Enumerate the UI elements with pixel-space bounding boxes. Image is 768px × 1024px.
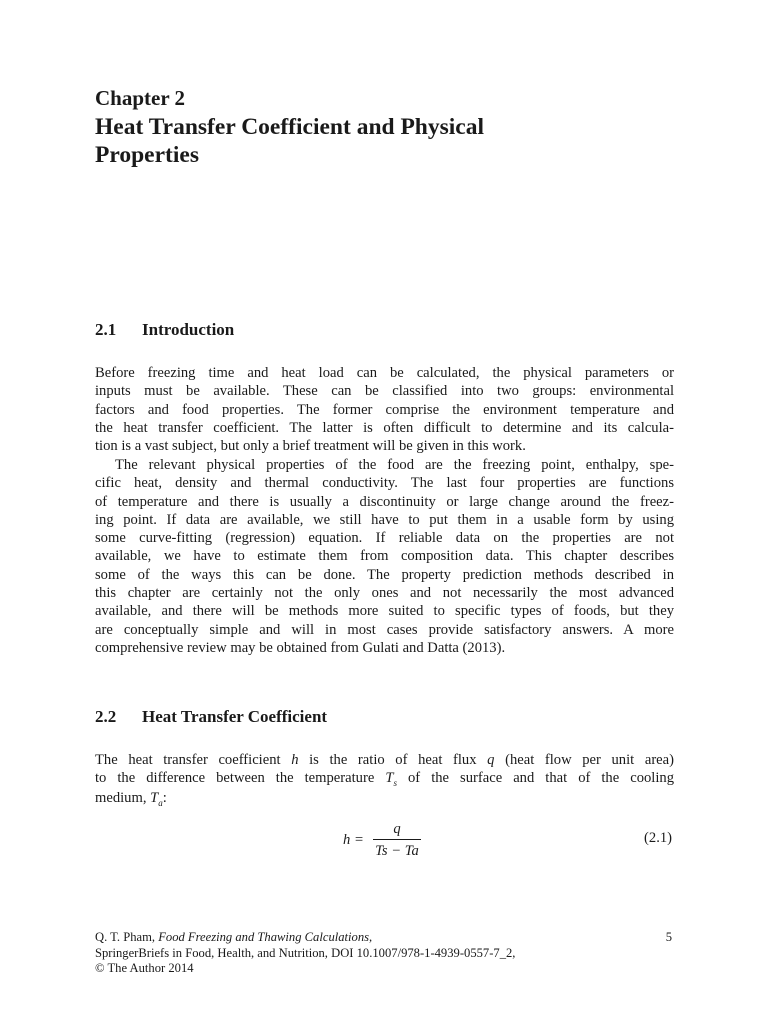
- symbol-T: T: [150, 789, 159, 806]
- text-line: the heat transfer coefficient. The latter is often difficult to determine and its calcula-: [95, 419, 674, 436]
- text-line: some of the ways this can be done. The property prediction methods described in: [95, 566, 674, 583]
- paragraph-intro-2: [95, 456, 674, 657]
- text-line: inputs must be available. These can be classified into two groups: environmental: [95, 383, 674, 400]
- text-line: of temperature and there is usually a discontinuity or large change around the freez-: [95, 493, 674, 510]
- text-run: (heat flow per unit area): [494, 752, 674, 768]
- fraction-bar: [373, 839, 421, 840]
- text-line: [95, 789, 674, 808]
- page-footer: [95, 930, 674, 977]
- footer-copyright: © The Author 2014: [95, 961, 194, 975]
- text-line: The relevant physical properties of the food are the freezing point, enthalpy, spe-: [115, 457, 674, 473]
- symbol-q: q: [487, 752, 495, 768]
- section-number: 2.1: [95, 320, 117, 339]
- text-line: [95, 769, 674, 788]
- text-run: is the ratio of heat flux: [298, 752, 488, 768]
- footer-book-title: Food Freezing and Thawing Calculations,: [158, 930, 373, 944]
- text-line: this chapter are certainly not the only ones and not necessarily the most advanced: [95, 585, 674, 602]
- footer-citation: [95, 930, 674, 946]
- text-line: comprehensive review may be obtained from Gulati and Datta (2013).: [95, 639, 506, 656]
- text-run: The heat transfer coefficient: [95, 752, 292, 768]
- text-run: medium,: [95, 789, 151, 806]
- equation-lhs: h =: [343, 832, 364, 848]
- equation-numerator: q: [393, 821, 401, 837]
- text-line: factors and food properties. The former comprise the environment temperature and: [95, 401, 674, 418]
- footer-series: SpringerBriefs in Food, Health, and Nutrition, DOI 10.1007/978-1-4939-0557-7_2,: [95, 945, 516, 960]
- text-line: some curve-fitting (regression) equation. If reliable data on the properties are not: [95, 530, 674, 547]
- subscript-s: s: [393, 778, 397, 789]
- equation-denominator: Ts − Ta: [375, 843, 419, 859]
- text-line: available, and there will be methods more suited to specific types of foods, but they: [95, 603, 674, 620]
- section-title: Heat Transfer Coefficient: [142, 707, 328, 726]
- section-heading-introduction: [95, 320, 234, 340]
- footer-author: Q. T. Pham,: [95, 930, 159, 944]
- equation-fraction: [373, 820, 421, 860]
- text-run: to the difference between the temperature: [95, 770, 386, 787]
- chapter-label: Chapter 2: [95, 86, 186, 110]
- section-heading-heat-transfer: [95, 707, 327, 727]
- equation-number: (2.1): [644, 830, 672, 846]
- subscript-a: a: [158, 797, 163, 808]
- text-line: cific heat, density and thermal conductivity. The last four properties are functions: [95, 475, 674, 492]
- symbol-h: h: [291, 752, 299, 768]
- paragraph-heat-transfer: [95, 751, 674, 808]
- page-number: 5: [665, 930, 672, 944]
- equation-2-1: [95, 820, 674, 864]
- chapter-title-line: Properties: [95, 142, 199, 168]
- text-line: are conceptually simple and will in most cases provide satisfactory answers. A more: [95, 621, 674, 638]
- section-title: Introduction: [142, 320, 235, 339]
- chapter-title-line: Heat Transfer Coefficient and Physical: [95, 114, 485, 140]
- text-line: available, we have to estimate them from composition data. This chapter describes: [95, 548, 674, 565]
- symbol-T: T: [385, 770, 394, 787]
- text-line: Before freezing time and heat load can be calculated, the physical parameters or: [95, 365, 674, 381]
- text-line: tion is a vast subject, but only a brief treatment will be given in this work.: [95, 438, 526, 455]
- text-line: [95, 751, 674, 769]
- section-number: 2.2: [95, 707, 117, 726]
- text-run: of the surface and that of the cooling: [396, 770, 675, 787]
- text-run: :: [162, 789, 167, 806]
- text-line: ing point. If data are available, we still have to put them in a usable form by using: [95, 511, 674, 528]
- paragraph-intro-1: [95, 364, 674, 455]
- chapter-title: [95, 113, 655, 169]
